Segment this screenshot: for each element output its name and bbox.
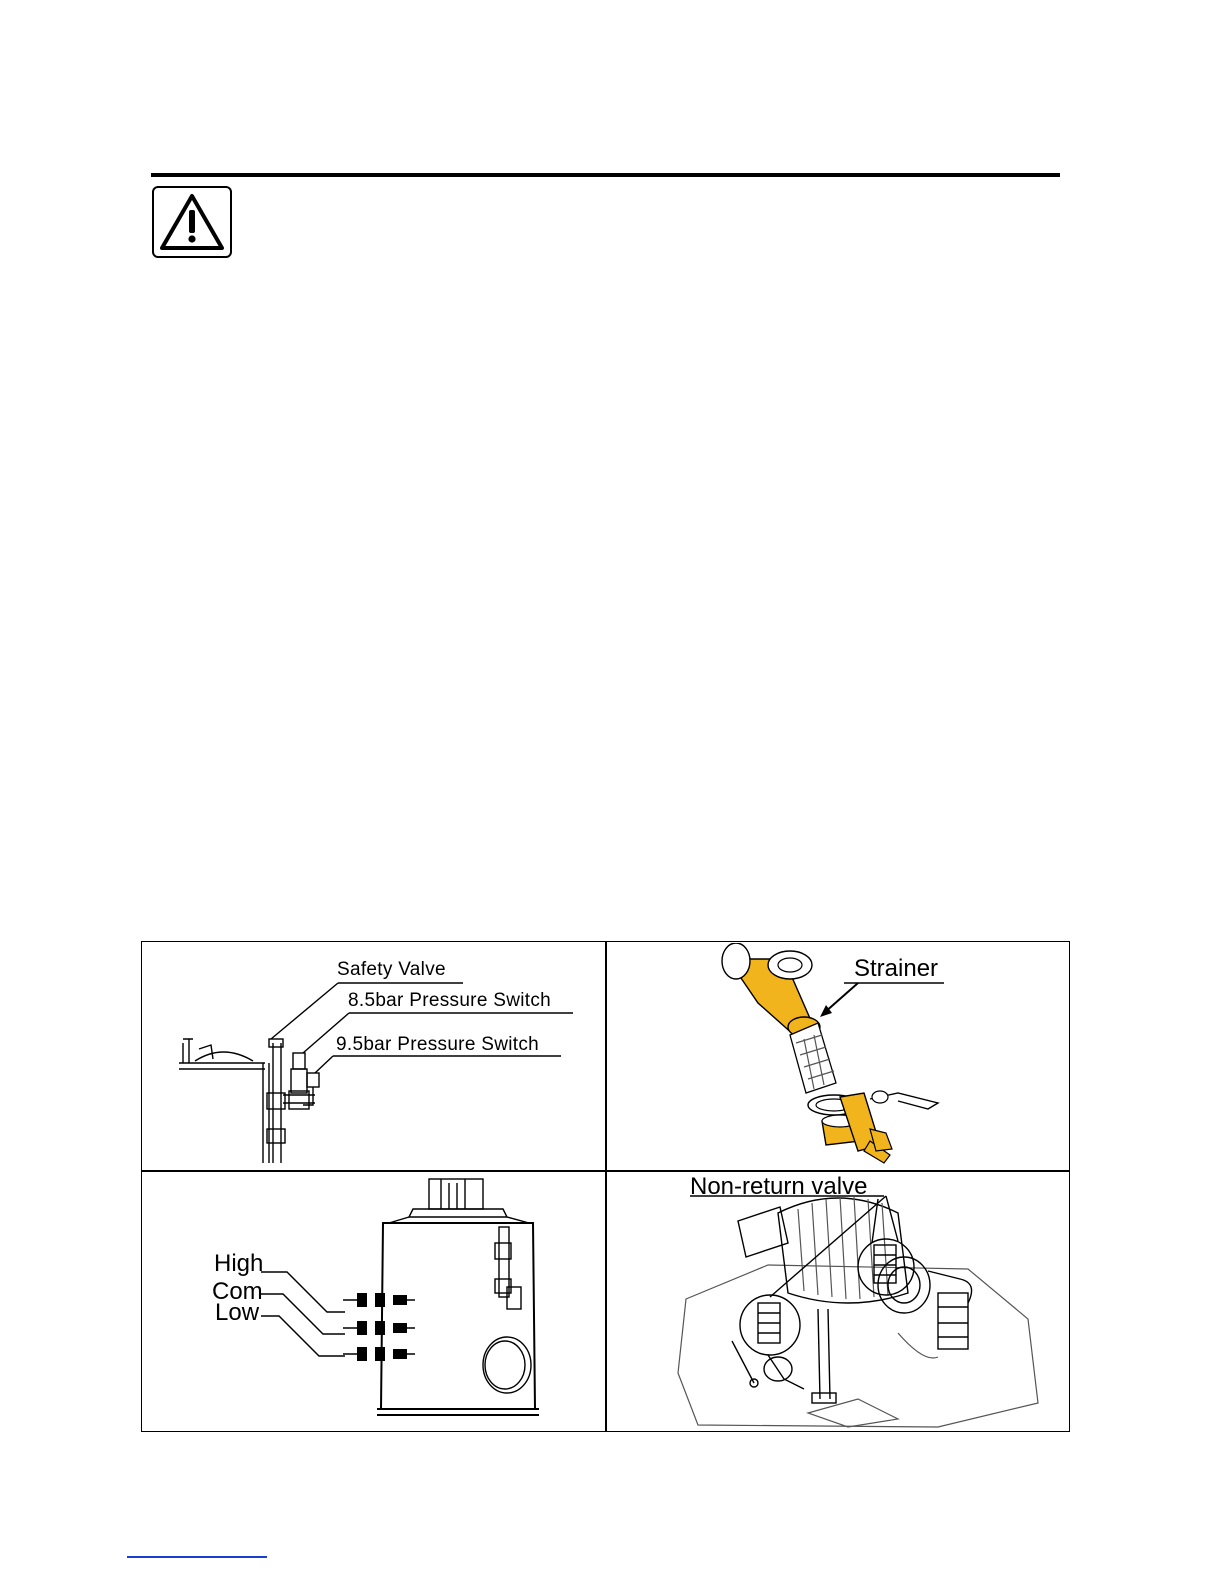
section-rule [151, 173, 1060, 177]
table-divider-vertical [605, 941, 607, 1432]
level-high-label: High [214, 1250, 264, 1277]
pressure-switch-95-label: 9.5bar Pressure Switch [336, 1034, 540, 1055]
level-low-label: Low [215, 1299, 260, 1326]
footer-link-line [127, 1556, 267, 1558]
warning-icon [152, 186, 232, 258]
safety-valve-label: Safety Valve [337, 959, 446, 980]
strainer-drawing [608, 943, 1068, 1169]
non-return-valve-drawing [608, 1173, 1068, 1430]
table-divider-horizontal [141, 1170, 1070, 1172]
non-return-valve-label: Non-return valve [690, 1173, 868, 1200]
level-com-label: Com [212, 1278, 263, 1305]
pressure-switch-85-label: 8.5bar Pressure Switch [348, 990, 552, 1011]
strainer-label: Strainer [854, 955, 939, 982]
